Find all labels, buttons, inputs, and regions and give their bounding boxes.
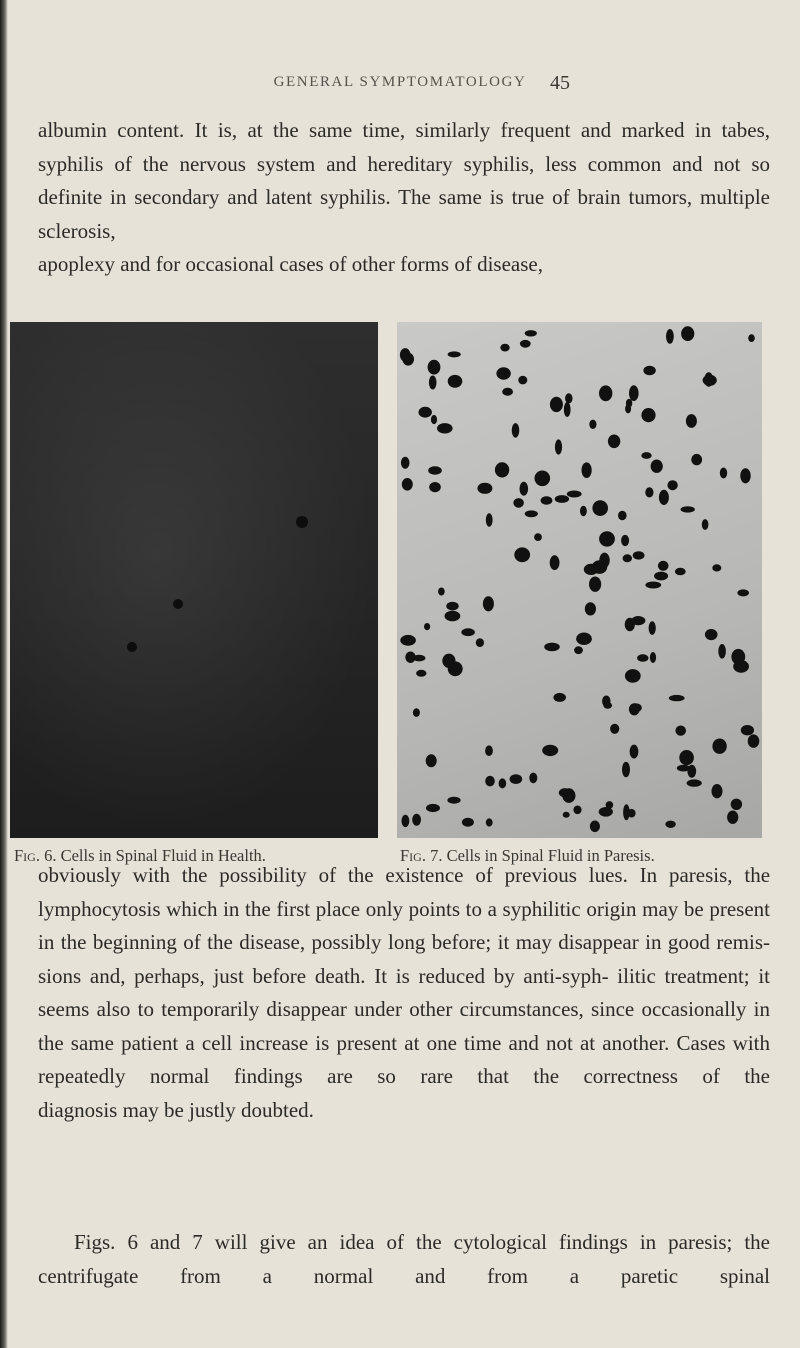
cell-dot — [686, 414, 697, 428]
text-line: sions and, perhaps, just before death. It is reduced by anti-syph- — [38, 963, 609, 988]
cell-dot — [296, 516, 308, 528]
cell-dot — [127, 642, 137, 652]
cell-dot — [637, 654, 648, 662]
cell-dot — [675, 568, 686, 576]
cell-dot — [499, 778, 507, 788]
cell-dot — [476, 638, 484, 647]
cell-dot — [442, 654, 455, 668]
cell-dot — [606, 801, 614, 809]
cell-dot — [525, 510, 538, 517]
cell-dot — [485, 745, 493, 756]
cell-dot — [413, 655, 426, 662]
cell-dot — [412, 814, 421, 826]
cell-dot — [666, 329, 674, 344]
cell-dot — [651, 460, 663, 473]
cell-dot — [623, 554, 632, 562]
cell-dot — [438, 588, 445, 596]
cell-dot — [687, 779, 702, 786]
text-line: disease, possibly long before; it may disappear in good remis- — [239, 930, 770, 954]
cell-dot — [461, 628, 475, 636]
text-line: Figs. 6 and 7 will give an idea of the cytological findings in — [74, 1230, 657, 1254]
cell-dot — [681, 326, 694, 341]
cell-dot — [649, 621, 656, 635]
cell-dot — [447, 797, 460, 804]
cell-dot — [437, 423, 453, 433]
text-line: syphilis, less common and not so definite in secondary and latent — [38, 151, 770, 209]
text-line: ilitic treatment; it seems also to temporarily disappear under — [38, 963, 770, 1021]
text-line: albumin content. It is, at the same time, similarly frequent and — [38, 118, 612, 142]
cell-dot — [712, 564, 721, 571]
cell-dot — [576, 633, 592, 645]
cell-dot — [402, 815, 410, 827]
cell-dot — [424, 623, 430, 630]
cell-dot — [741, 725, 754, 735]
cell-dot — [513, 498, 524, 508]
cell-dot — [580, 506, 587, 517]
figure-6-health-micrograph — [10, 322, 378, 838]
cell-dot — [477, 483, 492, 494]
cell-dot — [703, 375, 717, 386]
figure-7-caption-text: Cells in Spinal Fluid in Paresis. — [446, 846, 655, 865]
cell-dot — [542, 745, 558, 756]
cell-dot — [541, 496, 553, 504]
cell-dot — [633, 551, 645, 559]
cell-dot — [718, 644, 726, 659]
cell-dot — [622, 762, 630, 778]
page-number: 45 — [550, 72, 570, 94]
cell-dot — [599, 531, 615, 546]
cell-dot — [448, 375, 463, 388]
cell-dot — [727, 811, 738, 824]
cell-dot — [618, 511, 627, 521]
cell-dot — [748, 734, 760, 747]
cell-dot — [679, 750, 694, 765]
cell-dot — [712, 739, 726, 754]
cell-dot — [555, 495, 569, 503]
cell-dot — [559, 788, 571, 797]
cell-dot — [687, 765, 696, 778]
figure-6-cells — [10, 322, 378, 838]
cell-dot — [731, 799, 742, 810]
cell-dot — [173, 599, 183, 609]
cell-dot — [534, 533, 542, 541]
cell-dot — [626, 399, 632, 408]
cell-dot — [650, 652, 656, 663]
cell-dot — [691, 454, 702, 465]
text-line: marked in tabes, syphilis of the nervous system and hereditary — [38, 118, 770, 176]
cell-dot — [535, 471, 551, 487]
cell-dot — [525, 330, 537, 336]
cell-dot — [621, 535, 629, 546]
cell-dot — [629, 385, 639, 401]
cell-dot — [502, 388, 513, 396]
cell-dot — [585, 602, 596, 615]
cell-dot — [705, 629, 718, 640]
cell-dot — [641, 452, 651, 459]
figure-7-cells — [397, 322, 762, 838]
cell-dot — [564, 402, 571, 417]
cell-dot — [659, 490, 669, 505]
cell-dot — [628, 809, 636, 818]
text-line: In paresis, the lymphocytosis which in the first place only points — [38, 863, 771, 921]
cell-dot — [431, 415, 437, 424]
cell-dot — [625, 669, 641, 683]
cell-dot — [643, 366, 655, 376]
cell-dot — [733, 660, 749, 673]
cell-dot — [413, 708, 420, 717]
cell-dot — [550, 397, 563, 412]
text-line: other circumstances, since occasionally in the same patient a cell — [38, 997, 770, 1055]
cell-dot — [445, 611, 461, 622]
cell-dot — [630, 745, 639, 759]
cell-dot — [675, 726, 686, 736]
cell-dot — [574, 646, 583, 654]
cell-dot — [500, 344, 509, 352]
cell-dot — [402, 478, 413, 491]
cell-dot — [740, 468, 750, 483]
cell-dot — [426, 754, 437, 767]
cell-dot — [599, 385, 612, 401]
cell-dot — [485, 776, 495, 787]
cell-dot — [510, 774, 523, 784]
cell-dot — [669, 695, 685, 701]
text-line: syphilis. The same is true of brain tumors, multiple sclerosis, — [38, 185, 771, 243]
cell-dot — [645, 582, 661, 589]
cell-dot — [573, 806, 581, 815]
cell-dot — [563, 812, 570, 818]
cell-dot — [429, 376, 437, 390]
cell-dot — [565, 393, 572, 403]
cell-dot — [550, 555, 560, 570]
figure-7-paresis-micrograph — [397, 322, 762, 838]
cell-dot — [592, 500, 608, 516]
cell-dot — [512, 423, 520, 438]
cell-dot — [486, 513, 493, 526]
cell-dot — [429, 482, 441, 492]
cell-dot — [401, 457, 410, 469]
cell-dot — [667, 480, 677, 490]
cell-dot — [483, 596, 494, 611]
text-line: diagnosis may be justly doubted. — [38, 1097, 314, 1122]
text-line: repeatedly normal findings are so rare that the correctness of the — [38, 1064, 770, 1088]
cell-dot — [608, 435, 620, 449]
running-head: GENERAL SYMPTOMATOLOGY — [273, 74, 527, 90]
cell-dot — [610, 724, 619, 734]
cell-dot — [737, 589, 749, 596]
text-line: increase is present at one time and not at another. Cases with — [239, 1030, 770, 1055]
cell-dot — [529, 773, 537, 784]
cell-dot — [400, 635, 416, 646]
text-line: paresis; the centrifugate from a normal and from a paretic spinal — [38, 1230, 770, 1288]
cell-dot — [631, 616, 645, 625]
cell-dot — [448, 351, 461, 357]
text-line: to a syphilitic origin may be present in the beginning of the — [38, 896, 770, 954]
cell-dot — [462, 818, 474, 827]
cell-dot — [630, 703, 642, 712]
cell-dot — [520, 482, 529, 496]
cell-dot — [419, 407, 432, 418]
cell-dot — [544, 643, 560, 652]
text-line: apoplexy and for occasional cases of other forms of disease, — [38, 252, 543, 276]
cell-dot — [590, 821, 600, 833]
cell-dot — [658, 561, 669, 571]
cell-dot — [654, 572, 668, 581]
paragraph-bottom — [38, 859, 770, 1127]
paragraph-top — [38, 114, 770, 282]
cell-dot — [400, 348, 411, 362]
cell-dot — [589, 577, 601, 592]
figure-6-label: Fig. 6. — [14, 846, 57, 865]
cell-dot — [428, 466, 442, 474]
figure-6-caption-text: Cells in Spinal Fluid in Health. — [60, 846, 266, 865]
cell-dot — [712, 784, 723, 798]
cell-dot — [514, 547, 530, 562]
cell-dot — [520, 340, 531, 348]
cell-dot — [416, 670, 426, 677]
cell-dot — [567, 491, 582, 498]
cell-dot — [589, 420, 596, 429]
cell-dot — [665, 821, 675, 828]
cell-dot — [496, 367, 510, 379]
cell-dot — [426, 804, 440, 812]
figure-7-label: Fig. 7. — [400, 846, 443, 865]
cell-dot — [599, 553, 609, 568]
cell-dot — [681, 506, 695, 512]
text-line: obviously with the possibility of the existence of previous lues. — [38, 863, 628, 887]
cell-dot — [553, 693, 566, 702]
cell-dot — [518, 376, 527, 385]
cell-dot — [486, 818, 493, 826]
cell-dot — [645, 487, 653, 497]
cell-dot — [748, 334, 755, 342]
cell-dot — [603, 702, 612, 709]
cell-dot — [720, 468, 727, 479]
cell-dot — [582, 462, 592, 478]
cell-dot — [428, 360, 441, 375]
cell-dot — [584, 564, 598, 575]
cell-dot — [555, 439, 562, 454]
cell-dot — [495, 462, 509, 477]
paragraph-figs — [38, 1226, 770, 1293]
cell-dot — [446, 602, 458, 611]
cell-dot — [641, 408, 655, 422]
page-binding-edge — [0, 0, 8, 1348]
cell-dot — [702, 519, 709, 530]
